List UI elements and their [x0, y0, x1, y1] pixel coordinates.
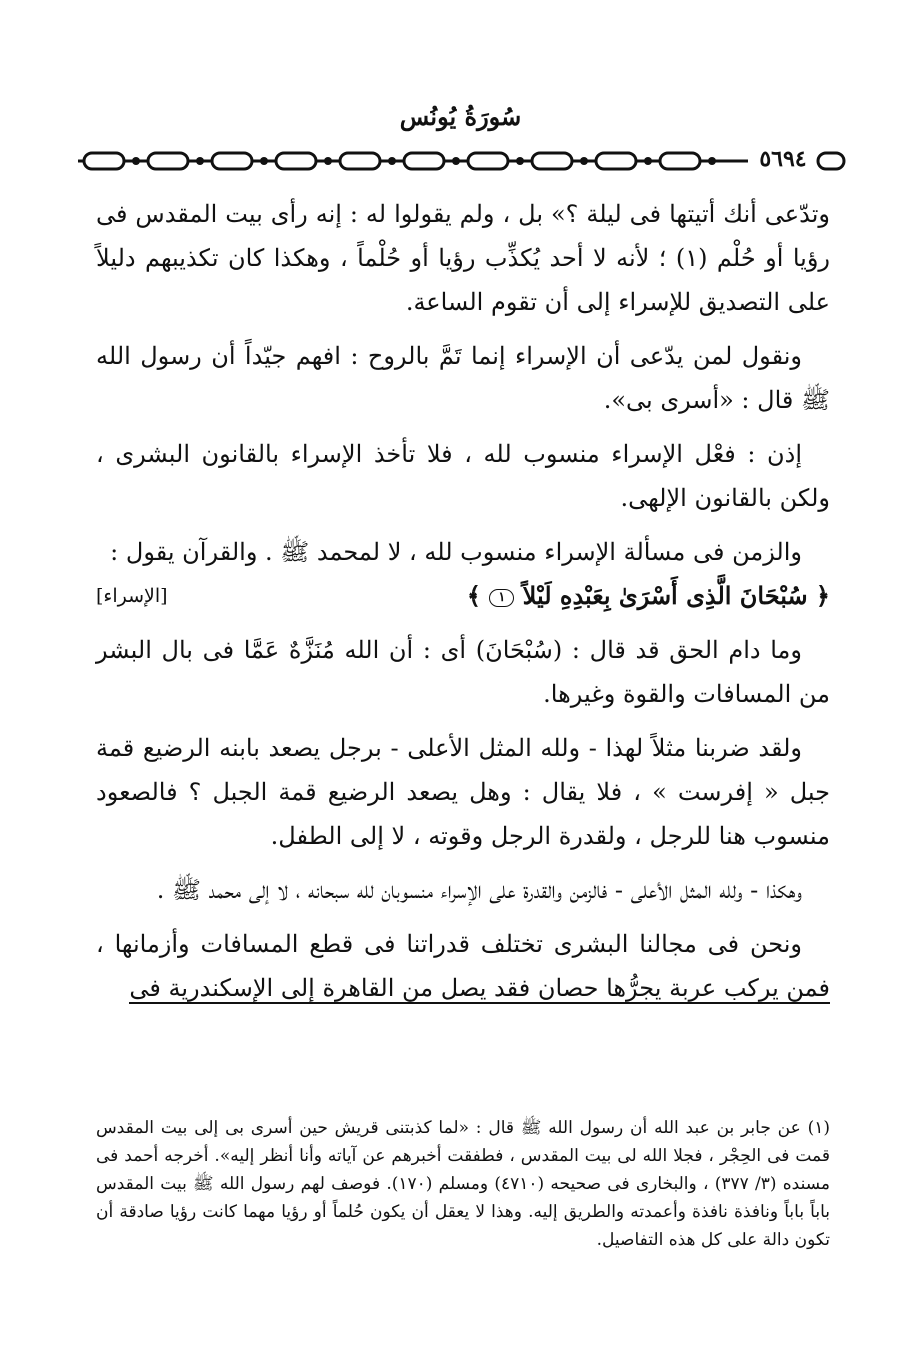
verse-reference: [الإسراء]: [96, 585, 168, 607]
paragraph: ولقد ضربنا مثلاً لهذا - ولله المثل الأعلى - برجل يصعد بابنه الرضيع قمة جبل « إفرست » ، فلا يقال : وهل يصعد الرضيع قمة الجبل ؟ فالصعود منسوب هنا للرجل ، ولقدرة الرجل وقوته ، لا إلى الطفل.: [96, 734, 830, 850]
ornament-divider: [78, 150, 748, 172]
paragraph-line: ونحن فى مجالنا البشرى تختلف قدراتنا فى قطع المسافات وأزمانها ،: [96, 930, 802, 958]
footnote: (١) عن جابر بن عبد الله أن رسول الله ﷺ قال : «لما كذبتنى قريش حين أسرى بى إلى بيت المقدس قمت فى الحِجْر ، فجلا الله لى بيت المقدس ، فطفقت أخبرهم عن آياته وأنا أنظر إليه». أخرجه أحمد فى مسنده (٣/ ٣٧٧) ، والبخارى فى صحيحه (٤٧١٠) ومسلم (١٧٠). فوصف لهم رسول الله ﷺ بيت المقدس باباً باباً ونافذة نافذة وأعمدته والطريق إليه. وهذا لا يعقل أن يكون حُلماً أو رؤيا مهما كانت رؤيا صادقة أن تكون دالة على كل هذه التفاصيل.: [96, 1118, 830, 1250]
paragraph-line: فمن يركب عربة يجرُّها حصان فقد يصل من القاهرة إلى الإسكندرية فى: [129, 974, 830, 1002]
paragraph: وما دام الحق قد قال : (سُبْحَانَ) أى : أن الله مُنَزَّهٌ عَمَّا فى بال البشر من المسافات والقوة وغيرها.: [96, 636, 830, 708]
paragraph: وتدّعى أنك أتيتها فى ليلة ؟» بل ، ولم يقولوا له : إنه رأى بيت المقدس فى رؤيا أو حُلْم (١) ؛ لأنه لا أحد يُكذِّب رؤيا أو حُلْماً ، وهكذا كان تكذيبهم دليلاً على التصديق للإسراء إلى أن تقوم الساعة.: [96, 200, 831, 316]
paragraph: والزمن فى مسألة الإسراء منسوب لله ، لا لمحمد ﷺ . والقرآن يقول :: [110, 538, 802, 566]
verse-number: ١: [489, 589, 514, 607]
ornament-end: [816, 150, 846, 172]
main-text: [96, 192, 830, 1010]
page-number: ٥٦٩٤: [759, 146, 807, 172]
surah-title: سُورَةُ يُونُس: [399, 102, 522, 131]
paragraph: [96, 922, 830, 1010]
quran-verse-line: [96, 574, 830, 618]
verse-close: ﴾: [466, 581, 481, 610]
quran-verse: [467, 574, 830, 618]
footnotes: [96, 1114, 830, 1254]
verse-text: ﴿ سُبْحَانَ الَّذِى أَسْرَىٰ بِعَبْدِهِ لَيْلاً: [522, 581, 830, 610]
paragraph: وهكذا - ولله المثل الأعلى - فالزمن والقدرة على الإسراء منسوبان لله سبحانه ، لا إلى محمد ﷺ .: [156, 876, 802, 904]
paragraph: إذن : فعْل الإسراء منسوب لله ، فلا تأخذ الإسراء بالقانون البشرى ، ولكن بالقانون الإلهى.: [96, 440, 830, 512]
paragraph: ونقول لمن يدّعى أن الإسراء إنما تَمَّ بالروح : افهم جيّداً أن رسول الله ﷺ قال : «أسرى بى».: [96, 342, 830, 414]
